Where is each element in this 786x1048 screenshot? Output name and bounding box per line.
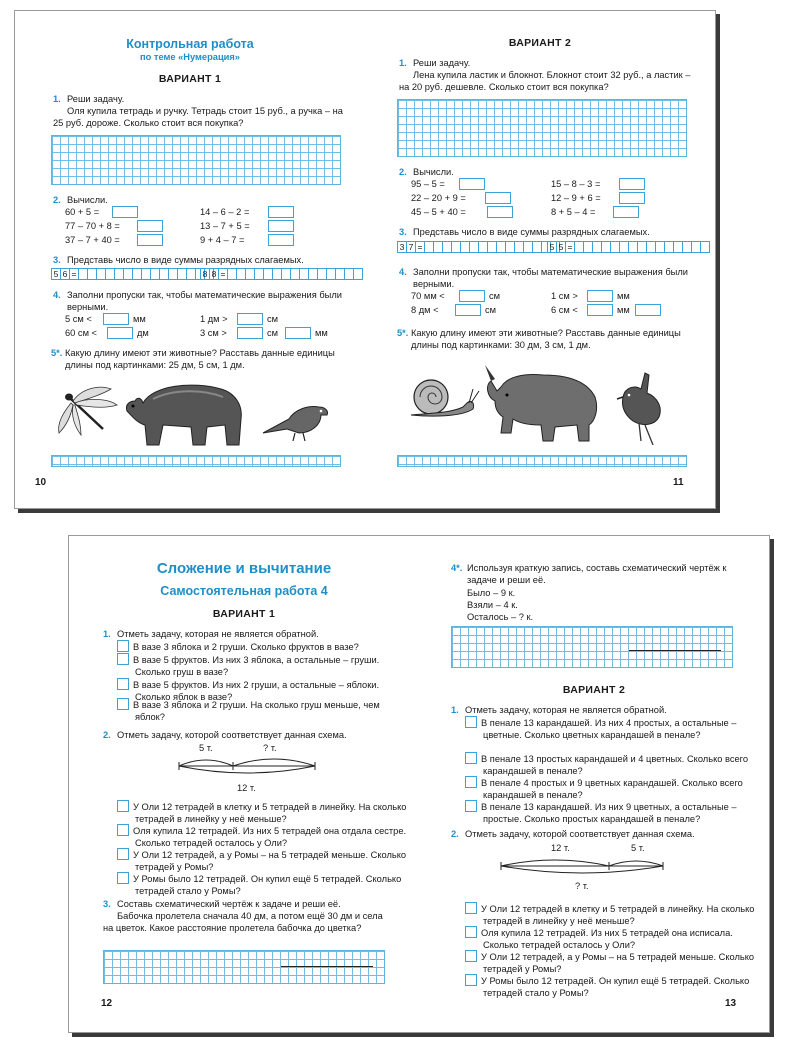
- conv-label: 6 см <: [551, 305, 578, 315]
- checkbox[interactable]: [465, 800, 477, 812]
- digit-cell: =: [565, 241, 575, 253]
- task-text: Оля купила тетрадь и ручку. Тетрадь стоит 15 руб., а ручка – на 25 руб. дороже. Сколько стоит вся покупка?: [53, 106, 343, 129]
- snail-picture: [401, 373, 481, 423]
- calc-expression: 45 – 5 + 40 =: [411, 207, 466, 217]
- answer-box[interactable]: [237, 327, 263, 339]
- task-label: Отметь задачу, которая не является обратной.: [117, 629, 319, 639]
- conv-unit: мм: [617, 305, 630, 315]
- checkbox[interactable]: [465, 926, 477, 938]
- task-text: Бабочка пролетела сначала 40 дм, а потом ещё 30 дм и села на цветок. Какое расстояние пролетела бабочка до цветка?: [103, 911, 383, 934]
- test-title: Контрольная работа: [126, 37, 254, 51]
- conv-label: 70 мм <: [411, 291, 445, 301]
- answer-box[interactable]: [137, 220, 163, 232]
- conv-unit: мм: [617, 291, 630, 301]
- scheme-label: 5 т.: [199, 743, 213, 753]
- option-item[interactable]: В вазе 3 яблока и 2 груши. Сколько фруктов в вазе?: [117, 640, 393, 653]
- checkbox[interactable]: [117, 848, 129, 860]
- scheme-label: ? т.: [575, 881, 589, 891]
- checkbox[interactable]: [465, 716, 477, 728]
- answer-box[interactable]: [619, 178, 645, 190]
- page-13: [419, 536, 769, 1032]
- option-item[interactable]: У Оли 12 тетрадей, а у Ромы – на 5 тетрадей меньше. Сколько тетрадей у Ромы?: [465, 950, 767, 976]
- conv-unit: см: [485, 305, 497, 315]
- conv-label: 1 дм >: [200, 314, 228, 324]
- task-number: 2.: [53, 195, 61, 205]
- task-label: Используя краткую запись, составь схематический чертёж к задаче и реши её.: [467, 563, 727, 586]
- digit-cells[interactable]: [547, 241, 709, 253]
- task-number: 2.: [103, 730, 111, 740]
- checkbox[interactable]: [117, 678, 129, 690]
- scheme-label: 12 т.: [551, 843, 570, 853]
- calc-expression: 15 – 8 – 3 =: [551, 179, 601, 189]
- answer-box[interactable]: [587, 290, 613, 302]
- option-item[interactable]: В вазе 5 фруктов. Из них 3 яблока, а остальные – груши. Сколько груш в вазе?: [117, 653, 411, 679]
- answer-box[interactable]: [587, 304, 613, 316]
- option-item[interactable]: В пенале 13 простых карандашей и 4 цветных. Сколько всего карандашей в пенале?: [465, 752, 767, 778]
- page-10: [15, 11, 365, 508]
- digit-cell: =: [69, 268, 79, 280]
- page-number: 11: [673, 477, 684, 488]
- variant-heading: ВАРИАНТ 1: [212, 608, 276, 620]
- digit-cell: 7: [406, 241, 416, 253]
- task-label: Вычисли.: [67, 195, 108, 205]
- option-item[interactable]: У Ромы было 12 тетрадей. Он купил ещё 5 тетрадей. Сколько тетрадей стало у Ромы?: [117, 872, 411, 898]
- page-11: [365, 11, 715, 508]
- scheme-label: ? т.: [263, 743, 277, 753]
- variant-heading: ВАРИАНТ 2: [508, 37, 572, 49]
- calc-expression: 13 – 7 + 5 =: [200, 221, 250, 231]
- task-number: 1.: [451, 705, 459, 715]
- task-label: Составь схематический чертёж к задаче и реши её.: [117, 899, 341, 909]
- short-note-line: Осталось – ? к.: [467, 612, 534, 622]
- calc-expression: 12 – 9 + 6 =: [551, 193, 601, 203]
- checkbox[interactable]: [465, 902, 477, 914]
- task-label: Вычисли.: [413, 167, 454, 177]
- page-number: 13: [725, 998, 737, 1009]
- option-item[interactable]: У Оли 12 тетрадей, а у Ромы – на 5 тетрадей меньше. Сколько тетрадей у Ромы?: [117, 848, 411, 874]
- answer-box[interactable]: [237, 313, 263, 325]
- answer-box[interactable]: [635, 304, 661, 316]
- task-number: 5*.: [397, 328, 409, 338]
- page-number: 10: [35, 477, 47, 488]
- answer-box[interactable]: [268, 234, 294, 246]
- option-item[interactable]: В вазе 5 фруктов. Из них 2 груши, а остальные – яблоки. Сколько яблок в вазе?: [117, 678, 411, 704]
- answer-box[interactable]: [459, 290, 485, 302]
- calc-expression: 37 – 7 + 40 =: [65, 235, 120, 245]
- task-number: 1.: [53, 94, 61, 104]
- conv-label: 1 см >: [551, 291, 578, 301]
- calc-expression: 22 – 20 + 9 =: [411, 193, 466, 203]
- answer-grid[interactable]: [397, 99, 687, 157]
- task-number: 1.: [103, 629, 111, 639]
- calc-expression: 14 – 6 – 2 =: [200, 207, 250, 217]
- task-label: Отметь задачу, которая не является обратной.: [465, 705, 667, 715]
- solution-line: [629, 650, 721, 651]
- calc-expression: 9 + 4 – 7 =: [200, 235, 245, 245]
- answer-box[interactable]: [112, 206, 138, 218]
- digit-cell: =: [415, 241, 425, 253]
- digit-cell: 8: [200, 268, 210, 280]
- answer-grid[interactable]: [103, 950, 385, 984]
- option-item[interactable]: У Оли 12 тетрадей в клетку и 5 тетрадей в линейку. На сколько тетрадей в линейку у неё меньше?: [465, 902, 767, 928]
- checkbox[interactable]: [117, 698, 129, 710]
- dragonfly-picture: [53, 383, 123, 443]
- task-number: 4.: [399, 267, 407, 277]
- work-title: Самостоятельная работа 4: [160, 584, 328, 598]
- task-number: 2.: [451, 829, 459, 839]
- conv-label: 5 см <: [65, 314, 92, 324]
- option-item[interactable]: В вазе 3 яблока и 2 груши. На сколько груш меньше, чем яблок?: [117, 698, 411, 724]
- wren-picture: [615, 367, 675, 445]
- conv-unit: см: [267, 328, 279, 338]
- task-label: Представь число в виде суммы разрядных слагаемых.: [67, 255, 304, 265]
- task-label: Реши задачу.: [67, 94, 125, 104]
- option-item[interactable]: В пенале 4 простых и 9 цветных карандашей. Сколько всего карандашей в пенале?: [465, 776, 767, 802]
- chapter-title: Сложение и вычитание: [156, 560, 332, 577]
- digit-cell: 5: [556, 241, 566, 253]
- answer-box[interactable]: [459, 178, 485, 190]
- digit-cell: =: [218, 268, 228, 280]
- answer-strip[interactable]: [397, 455, 687, 467]
- answer-box[interactable]: [285, 327, 311, 339]
- answer-box[interactable]: [455, 304, 481, 316]
- digit-cells[interactable]: [397, 241, 559, 253]
- conv-label: 60 см <: [65, 328, 97, 338]
- digit-cell: 5: [547, 241, 557, 253]
- answer-box[interactable]: [268, 206, 294, 218]
- task-label: Представь число в виде суммы разрядных слагаемых.: [413, 227, 650, 237]
- answer-grid[interactable]: [51, 135, 341, 185]
- option-item[interactable]: Оля купила 12 тетрадей. Из них 5 тетрадей она отдала сестре. Сколько тетрадей осталось у Оли?: [117, 824, 411, 850]
- answer-box[interactable]: [268, 220, 294, 232]
- answer-grid[interactable]: [451, 626, 733, 668]
- task-text: Какую длину имеют эти животные? Расставь данные единицы длины под картинками: 25 дм, 5 см, 1 дм.: [65, 348, 335, 371]
- task-number: 3.: [103, 899, 111, 909]
- calc-expression: 95 – 5 =: [411, 179, 445, 189]
- conv-unit: мм: [315, 328, 328, 338]
- conv-unit: см: [489, 291, 501, 301]
- answer-box[interactable]: [103, 313, 129, 325]
- page-12: [69, 536, 419, 1032]
- digit-cell: 6: [60, 268, 70, 280]
- scheme-label: 12 т.: [237, 783, 256, 793]
- bear-picture: [123, 379, 249, 449]
- calc-expression: 8 + 5 – 4 =: [551, 207, 596, 217]
- checkbox[interactable]: [465, 752, 477, 764]
- checkbox[interactable]: [117, 640, 129, 652]
- conv-label: 3 см >: [200, 328, 227, 338]
- sparrow-picture: [259, 393, 331, 443]
- rhino-picture: [483, 363, 603, 445]
- conv-label: 8 дм <: [411, 305, 439, 315]
- task-number: 3.: [53, 255, 61, 265]
- answer-box[interactable]: [137, 234, 163, 246]
- option-item[interactable]: В пенале 13 карандашей. Из них 4 простых, а остальные – цветные. Сколько цветных карандашей в пенале?: [465, 716, 767, 742]
- task-number: 2.: [399, 167, 407, 177]
- test-subtitle: по теме «Нумерация»: [140, 52, 240, 62]
- task-number: 4.: [53, 290, 61, 300]
- task-label: Заполни пропуски так, чтобы математические выражения были верными.: [413, 267, 688, 290]
- calc-expression: 77 – 70 + 8 =: [65, 221, 120, 231]
- task-number: 4*.: [451, 563, 463, 573]
- checkbox[interactable]: [117, 872, 129, 884]
- option-item[interactable]: В пенале 13 карандашей. Из них 9 цветных, а остальные – простые. Сколько простых карандашей в пенале?: [465, 800, 767, 826]
- checkbox[interactable]: [465, 950, 477, 962]
- answer-box[interactable]: [613, 206, 639, 218]
- digit-cells[interactable]: [200, 268, 362, 280]
- answer-box[interactable]: [619, 192, 645, 204]
- task-label: Реши задачу.: [413, 58, 471, 68]
- checkbox[interactable]: [117, 800, 129, 812]
- checkbox[interactable]: [117, 653, 129, 665]
- checkbox[interactable]: [117, 824, 129, 836]
- task-label: Заполни пропуски так, чтобы математические выражения были верными.: [67, 290, 342, 313]
- digit-cell: 5: [51, 268, 61, 280]
- task-text: Лена купила ластик и блокнот. Блокнот стоит 32 руб., а ластик – на 20 руб. дешевле. Сколько стоит вся покупка?: [399, 70, 691, 93]
- digit-cells[interactable]: [51, 268, 213, 280]
- page-number: 12: [101, 998, 113, 1009]
- short-note-line: Взяли – 4 к.: [467, 600, 518, 610]
- answer-box[interactable]: [487, 206, 513, 218]
- variant-heading: ВАРИАНТ 1: [158, 73, 222, 85]
- checkbox[interactable]: [465, 974, 477, 986]
- task-number: 5*.: [51, 348, 63, 358]
- digit-cell: 3: [397, 241, 407, 253]
- answer-box[interactable]: [107, 327, 133, 339]
- task-number: 1.: [399, 58, 407, 68]
- scheme-label: 5 т.: [631, 843, 645, 853]
- conv-unit: мм: [133, 314, 146, 324]
- conv-unit: см: [267, 314, 279, 324]
- conv-unit: дм: [137, 328, 149, 338]
- short-note-line: Было – 9 к.: [467, 588, 516, 598]
- bottom-spread: [68, 535, 770, 1033]
- task-number: 3.: [399, 227, 407, 237]
- digit-cell: 8: [209, 268, 219, 280]
- option-item[interactable]: У Ромы было 12 тетрадей. Он купил ещё 5 тетрадей. Сколько тетрадей стало у Ромы?: [465, 974, 767, 1000]
- option-item[interactable]: Оля купила 12 тетрадей. Из них 5 тетрадей она исписала. Сколько тетрадей осталось у Оли?: [465, 926, 767, 952]
- task-label: Отметь задачу, которой соответствует данная схема.: [465, 829, 695, 839]
- checkbox[interactable]: [465, 776, 477, 788]
- calc-expression: 60 + 5 =: [65, 207, 100, 217]
- answer-box[interactable]: [485, 192, 511, 204]
- top-spread: [14, 10, 716, 509]
- option-item[interactable]: У Оли 12 тетрадей в клетку и 5 тетрадей в линейку. На сколько тетрадей в линейку у неё меньше?: [117, 800, 411, 826]
- task-text: Какую длину имеют эти животные? Расставь данные единицы длины под картинками: 30 дм, 3 см, 1 дм.: [411, 328, 681, 351]
- variant-heading: ВАРИАНТ 2: [562, 684, 626, 696]
- solution-line: [281, 966, 373, 967]
- answer-strip[interactable]: [51, 455, 341, 467]
- task-label: Отметь задачу, которой соответствует данная схема.: [117, 730, 347, 740]
